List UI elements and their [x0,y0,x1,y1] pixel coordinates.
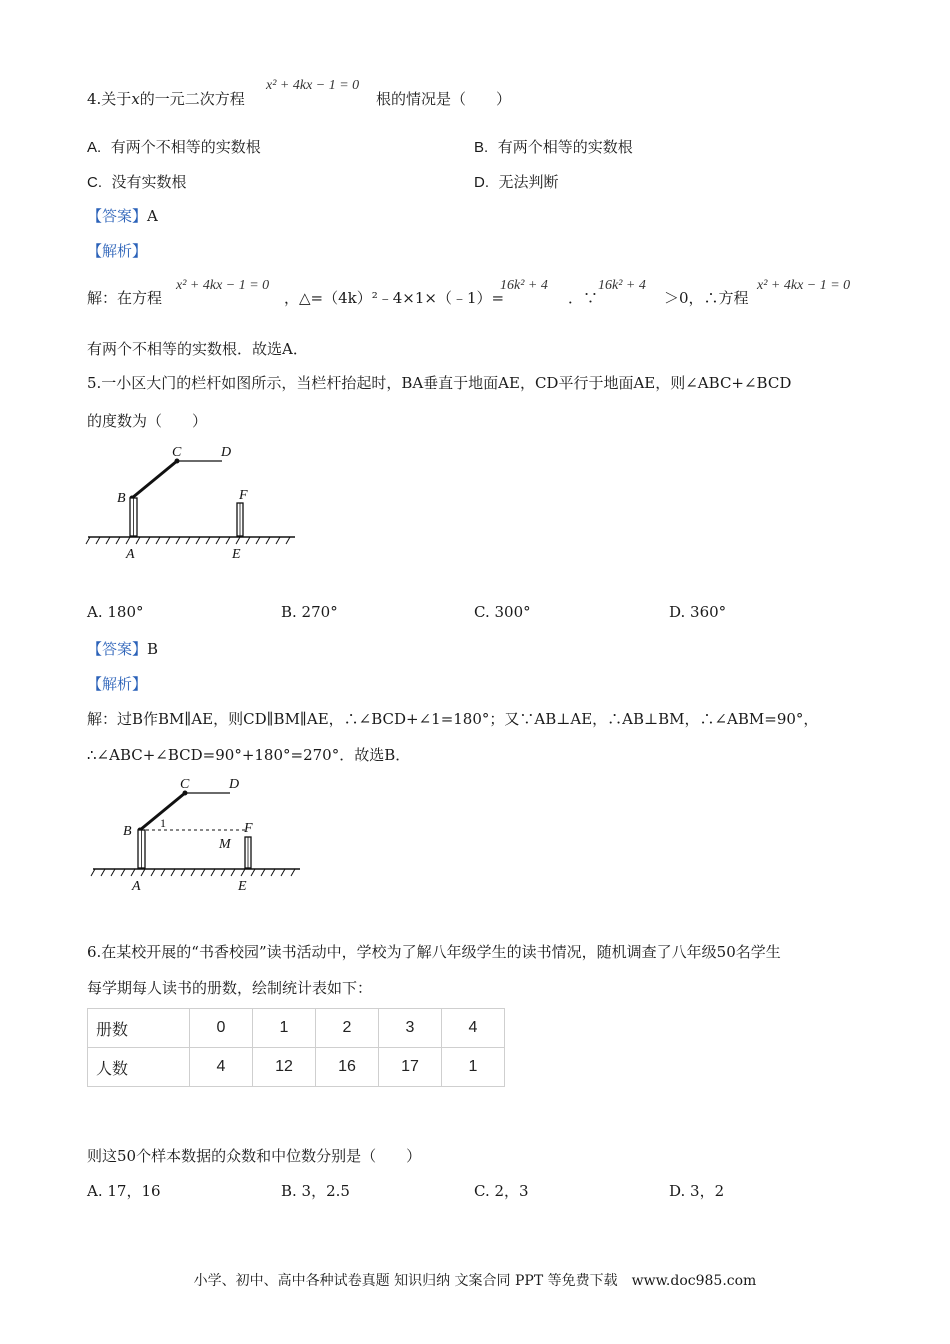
q4-sol-part2: ，△=（4k）²﹣4×1×（﹣1）= [284,289,505,307]
q5-fig2-label-a: A [132,879,141,894]
table-cell: 12 [253,1048,316,1087]
q5-fig1-label-f: F [239,488,248,503]
q4-option-c-text: 没有实数根 [111,173,187,191]
q4-sol-eq2: 16k² + 4 [500,278,548,293]
q4-sol-part1: 解：在方程 [87,289,163,307]
q4-option-c [87,171,187,192]
q6-question: 则这50个样本数据的众数和中位数分别是（ ） [87,1147,422,1165]
q4-answer-value: A [147,207,158,225]
q4-sol-part3: ．∵ [568,289,599,307]
q4-answer-tag: 【答案】 [87,207,148,225]
q4-sol-eq3: 16k² + 4 [598,278,646,293]
q5-fig2-label-e: E [238,879,247,894]
q5-fig1-label-c: C [172,445,182,460]
q6-option-d: D. 3，2 [669,1182,725,1200]
q5-answer [87,638,158,659]
q4-option-d-label: D. [474,174,489,191]
q5-fig1-label-d: D [221,445,232,460]
q5-option-d: D. 360° [669,603,727,621]
q4-option-c-label: C. [87,174,102,191]
table-row-header-people: 人数 [88,1048,190,1087]
table-cell: 2 [316,1009,379,1048]
q5-answer-tag: 【答案】 [87,640,148,658]
q4-analysis-tag: 【解析】 [87,242,148,260]
q4-option-b-label: B. [474,139,489,156]
q5-fig2-label-angle-1: 1 [160,816,166,830]
table-cell: 0 [190,1009,253,1048]
q5-option-c: C. 300° [474,603,531,621]
table-cell: 1 [253,1009,316,1048]
q5-fig2-label-f: F [244,821,253,836]
q5-answer-value: B [147,640,159,658]
q5-gate-figure [80,440,305,565]
q5-option-a: A. 180° [87,603,144,621]
q5-sol-line1: 解：过B作BM∥AE，则CD∥BM∥AE，∴∠BCD+∠1=180°；又∵AB⊥AE，∴AB⊥BM，∴∠ABM=90°， [87,710,819,728]
q6-option-c: C. 2，3 [474,1182,529,1200]
q4-option-a-label: A. [87,139,102,156]
q6-stem-line2: 每学期每人读书的册数，绘制统计表如下： [87,979,373,997]
q4-suffix: 根的情况是（ ） [376,90,512,108]
page-footer: 小学、初中、高中各种试卷真题 知识归纳 文案合同 PPT 等免费下载 www.doc985.com [193,1273,757,1289]
q4-stem [87,88,245,109]
q5-fig2-label-d: D [229,777,240,792]
q5-fig1-label-e: E [232,547,241,562]
q4-option-b-text: 有两个相等的实数根 [497,138,633,156]
q5-solution-figure [85,772,310,897]
q4-option-d-text: 无法判断 [498,173,559,191]
q5-fig1-label-b: B [117,491,126,506]
q6-option-b: B. 3，2.5 [281,1182,350,1200]
q5-fig1-label-a: A [126,547,135,562]
q4-sol-part4: ＞0，∴方程 [664,289,749,307]
q4-sol-eq4: x² + 4kx − 1 = 0 [757,278,851,293]
q5-fig2-hatching [91,869,295,876]
table-cell: 4 [442,1009,505,1048]
q6-stats-table [87,1008,505,1087]
q6-option-a: A. 17，16 [87,1182,161,1200]
q4-answer [87,205,158,226]
q4-equation: x² + 4kx − 1 = 0 [266,78,360,93]
table-row [88,1048,505,1087]
q5-fig2-label-c: C [180,777,190,792]
q5-stem-line2: 的度数为（ ） [87,412,208,430]
table-row-header-books: 册数 [88,1009,190,1048]
table-row [88,1009,505,1048]
q5-fig1-arm-bc [132,461,177,498]
q4-option-a-text: 有两个不相等的实数根 [110,138,261,156]
q5-stem-line1: 5.一小区大门的栏杆如图所示，当栏杆抬起时，BA垂直于地面AE，CD平行于地面AE，则∠ABC+∠BCD [87,374,792,392]
q6-stem-line1: 6.在某校开展的“书香校园”读书活动中，学校为了解八年级学生的读书情况，随机调查了八年级50名学生 [87,943,781,961]
q4-var-x: x [131,90,140,108]
table-cell: 17 [379,1048,442,1087]
q5-analysis-tag: 【解析】 [87,675,148,693]
table-cell: 3 [379,1009,442,1048]
q5-fig1-hatching [86,537,290,544]
table-cell: 16 [316,1048,379,1087]
q4-sol-eq1: x² + 4kx − 1 = 0 [176,278,270,293]
q4-option-b [474,136,633,157]
q5-fig2-label-m: M [219,837,231,852]
q5-sol-line2: ∴∠ABC+∠BCD=90°+180°=270°．故选B． [87,746,411,764]
q4-prefix: 4.关于 [87,90,132,108]
q5-fig2-label-b: B [123,824,132,839]
q4-option-a [87,136,261,157]
table-cell: 4 [190,1048,253,1087]
q5-option-b: B. 270° [281,603,338,621]
table-cell: 1 [442,1048,505,1087]
q4-option-d [474,171,559,192]
q4-sol-line2: 有两个不相等的实数根．故选A． [87,340,308,358]
q4-mid: 的一元二次方程 [139,90,245,108]
